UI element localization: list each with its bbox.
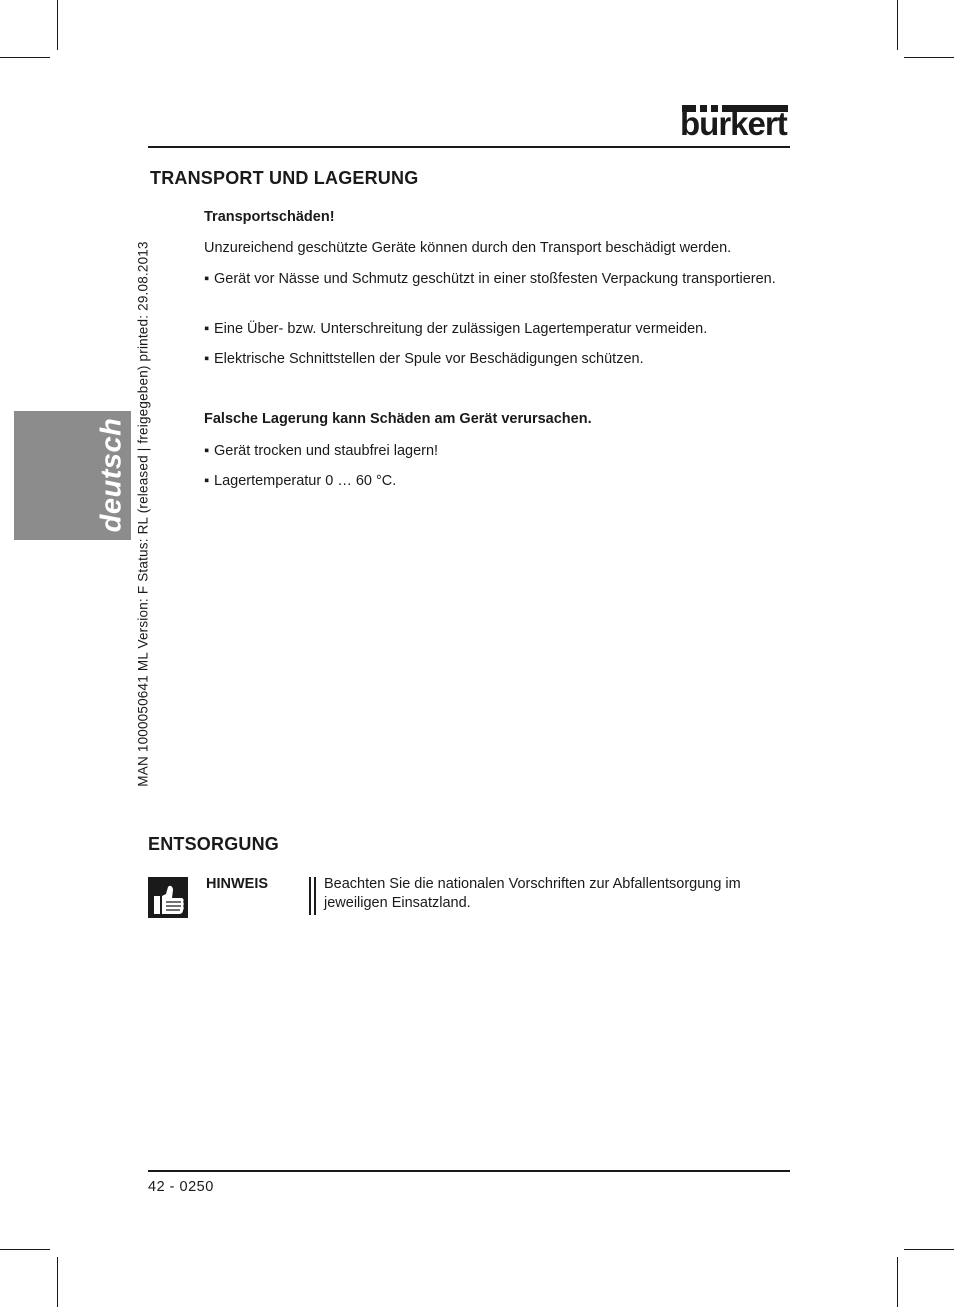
damage-text: Unzureichend geschützte Geräte können durch den Transport beschädigt werden. [204,240,732,256]
page-number: 42 - 0250 [148,1179,214,1195]
crop-mark [904,57,954,58]
list-item: ▪ Gerät vor Nässe und Schmutz geschützt in einer stoßfesten Verpackung transportieren. [204,271,776,287]
header-rule [148,146,790,148]
note-label: HINWEIS [206,876,269,892]
list-item: ▪ Eine Über- bzw. Unterschreitung der zulässigen Lagertemperatur vermeiden. [204,321,708,337]
damage-title: Transportschäden! [204,209,335,225]
document-meta: MAN 1000050641 ML Version: F Status: RL (released | freigegeben) printed: 29.08.2013 [135,241,151,787]
note-divider [309,877,311,915]
list-item: ▪ Gerät trocken und staubfrei lagern! [204,443,439,459]
thumbs-up-icon [148,877,188,918]
square-bullet-icon: ▪ [204,473,210,489]
crop-mark [904,1249,954,1250]
section-heading-disposal: ENTSORGUNG [148,834,280,854]
square-bullet-icon: ▪ [204,443,210,459]
square-bullet-icon: ▪ [204,321,210,337]
crop-mark [57,0,58,50]
section-heading-transport: TRANSPORT UND LAGERUNG [150,168,419,188]
burkert-logo [680,105,790,141]
storage-title: Falsche Lagerung kann Schäden am Gerät verursachen. [204,411,592,427]
footer-rule [148,1170,790,1172]
language-tab-label: deutsch [95,417,128,533]
crop-mark [897,0,898,50]
note-divider [314,877,316,915]
list-item: ▪ Elektrische Schnittstellen der Spule vor Beschädigungen schützen. [204,351,644,367]
square-bullet-icon: ▪ [204,271,210,287]
crop-mark [57,1257,58,1307]
list-item: ▪ Lagertemperatur 0 … 60 °C. [204,473,397,489]
crop-mark [897,1257,898,1307]
note-text: Beachten Sie die nationalen Vorschriften zur Abfallentsorgung im jeweiligen Einsatzland. [324,876,741,911]
crop-mark [0,57,50,58]
crop-mark [0,1249,50,1250]
logo-wordmark: burkert [680,105,787,142]
square-bullet-icon: ▪ [204,351,210,367]
